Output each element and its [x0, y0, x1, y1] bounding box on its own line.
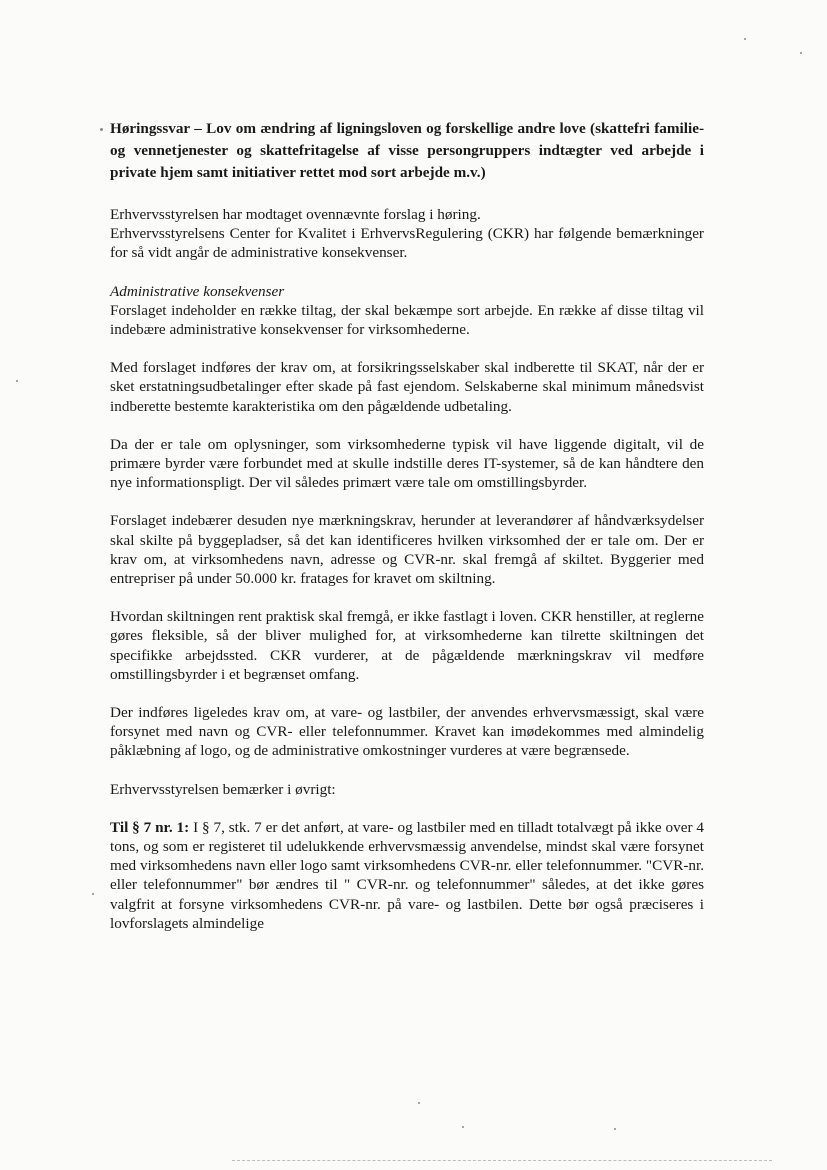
paragraph-signage-flexibility: Hvordan skiltningen rent praktisk skal fremgå, er ikke fastlagt i loven. CKR henstiller, at reglerne gøres fleksible, så der bliver mulighed for, at virksomhederne kan tilrette skiltningen det specifikke arbejdssted. CKR vurderer, at de pågældende mærkningskrav vil medføre omstillingsbyrder i et begrænset omfang.: [110, 608, 704, 683]
scan-speck: [16, 380, 18, 382]
section-title-administrative: Administrative konsekvenser: [110, 282, 285, 300]
intro-line-received: Erhvervsstyrelsen har modtaget ovennævnte forslag i høring.: [110, 206, 481, 223]
paragraph-vehicle-marking: Der indføres ligeledes krav om, at vare- og lastbiler, der anvendes erhvervsmæssigt, skal være forsynet med navn og CVR- eller telefonnummer. Kravet kan imødekommes med almindelig påklæbning af logo, og de administrative omkostninger vurderes at være begrænsede.: [110, 704, 704, 760]
document-body: [110, 118, 704, 952]
scan-speck: [800, 52, 802, 54]
scan-speck: [418, 1102, 420, 1104]
paragraph-marking-requirements: Forslaget indebærer desuden nye mærkningskrav, herunder at leverandører af håndværksydelser skal skilte på byggepladser, så det kan identificeres hvilken virksomhed der er tale om. Der er krav om, at virksomhedens navn, adresse og CVR-nr. skal fremgå af skiltet. Byggerier med entrepriser på under 50.000 kr. fratages for kravet om skiltning.: [110, 512, 704, 588]
paragraph-further-remarks: Erhvervsstyrelsen bemærker i øvrigt:: [110, 780, 336, 798]
paragraph-insurance-reporting: Med forslaget indføres der krav om, at forsikringsselskaber skal indberette til SKAT, når der er sket erstatningsudbetalinger efter skade på fast ejendom. Selskaberne skal minimum månedsvist indberette bestemte karakteristika om den pågældende udbetaling.: [110, 359, 704, 415]
scan-speck: [92, 893, 94, 895]
scan-edge-line: [232, 1160, 772, 1161]
document-heading: Høringssvar – Lov om ændring af ligningsloven og forskellige andre love (skattefri familie- og vennetjenester og skattefritagelse af visse persongruppers indtægter ved arbejde i private hjem samt initiativer rettet mod sort arbejde m.v.): [110, 120, 704, 181]
scan-speck: [614, 1128, 616, 1130]
paragraph-section-7: [110, 818, 704, 933]
scan-speck: [744, 38, 746, 40]
scan-speck: [100, 128, 103, 131]
scan-speck: [462, 1126, 464, 1128]
paragraph-digital-burdens: Da der er tale om oplysninger, som virksomhederne typisk vil have liggende digitalt, vil de primære byrder være forbundet med at skulle indstille deres IT-systemer, så de kan håndtere den nye informationspligt. Der vil således primært være tale om omstillingsbyrder.: [110, 435, 704, 492]
section-7-text: I § 7, stk. 7 er det anført, at vare- og lastbiler med en tilladt totalvægt på ikke over 4 tons, og som er registeret til udelukkende erhvervsmæssig anvendelse, mindst skal være forsynet med virksomhedens navn eller logo samt virksomhedens CVR-nr. eller telefonnummer. "CVR-nr. eller telefonnummer" bør ændres til " CVR-nr. og telefonnummer" således, at det ikke gøres valgfrit at forsyne virksomhedens CVR-nr. på vare- og lastbilen. Dette bør også præciseres i lovforslagets almindelige: [110, 818, 704, 932]
paragraph-summary: Forslaget indeholder en række tiltag, der skal bekæmpe sort arbejde. En række af disse tiltag vil indebære administrative konsekvenser for virksomhederne.: [110, 301, 704, 339]
section-7-lead: Til § 7 nr. 1:: [110, 818, 190, 836]
intro-line-remarks: Erhvervsstyrelsens Center for Kvalitet i ErhvervsRegulering (CKR) har følgende bemærkninger for så vidt angår de administrative konsekvenser.: [110, 225, 704, 262]
